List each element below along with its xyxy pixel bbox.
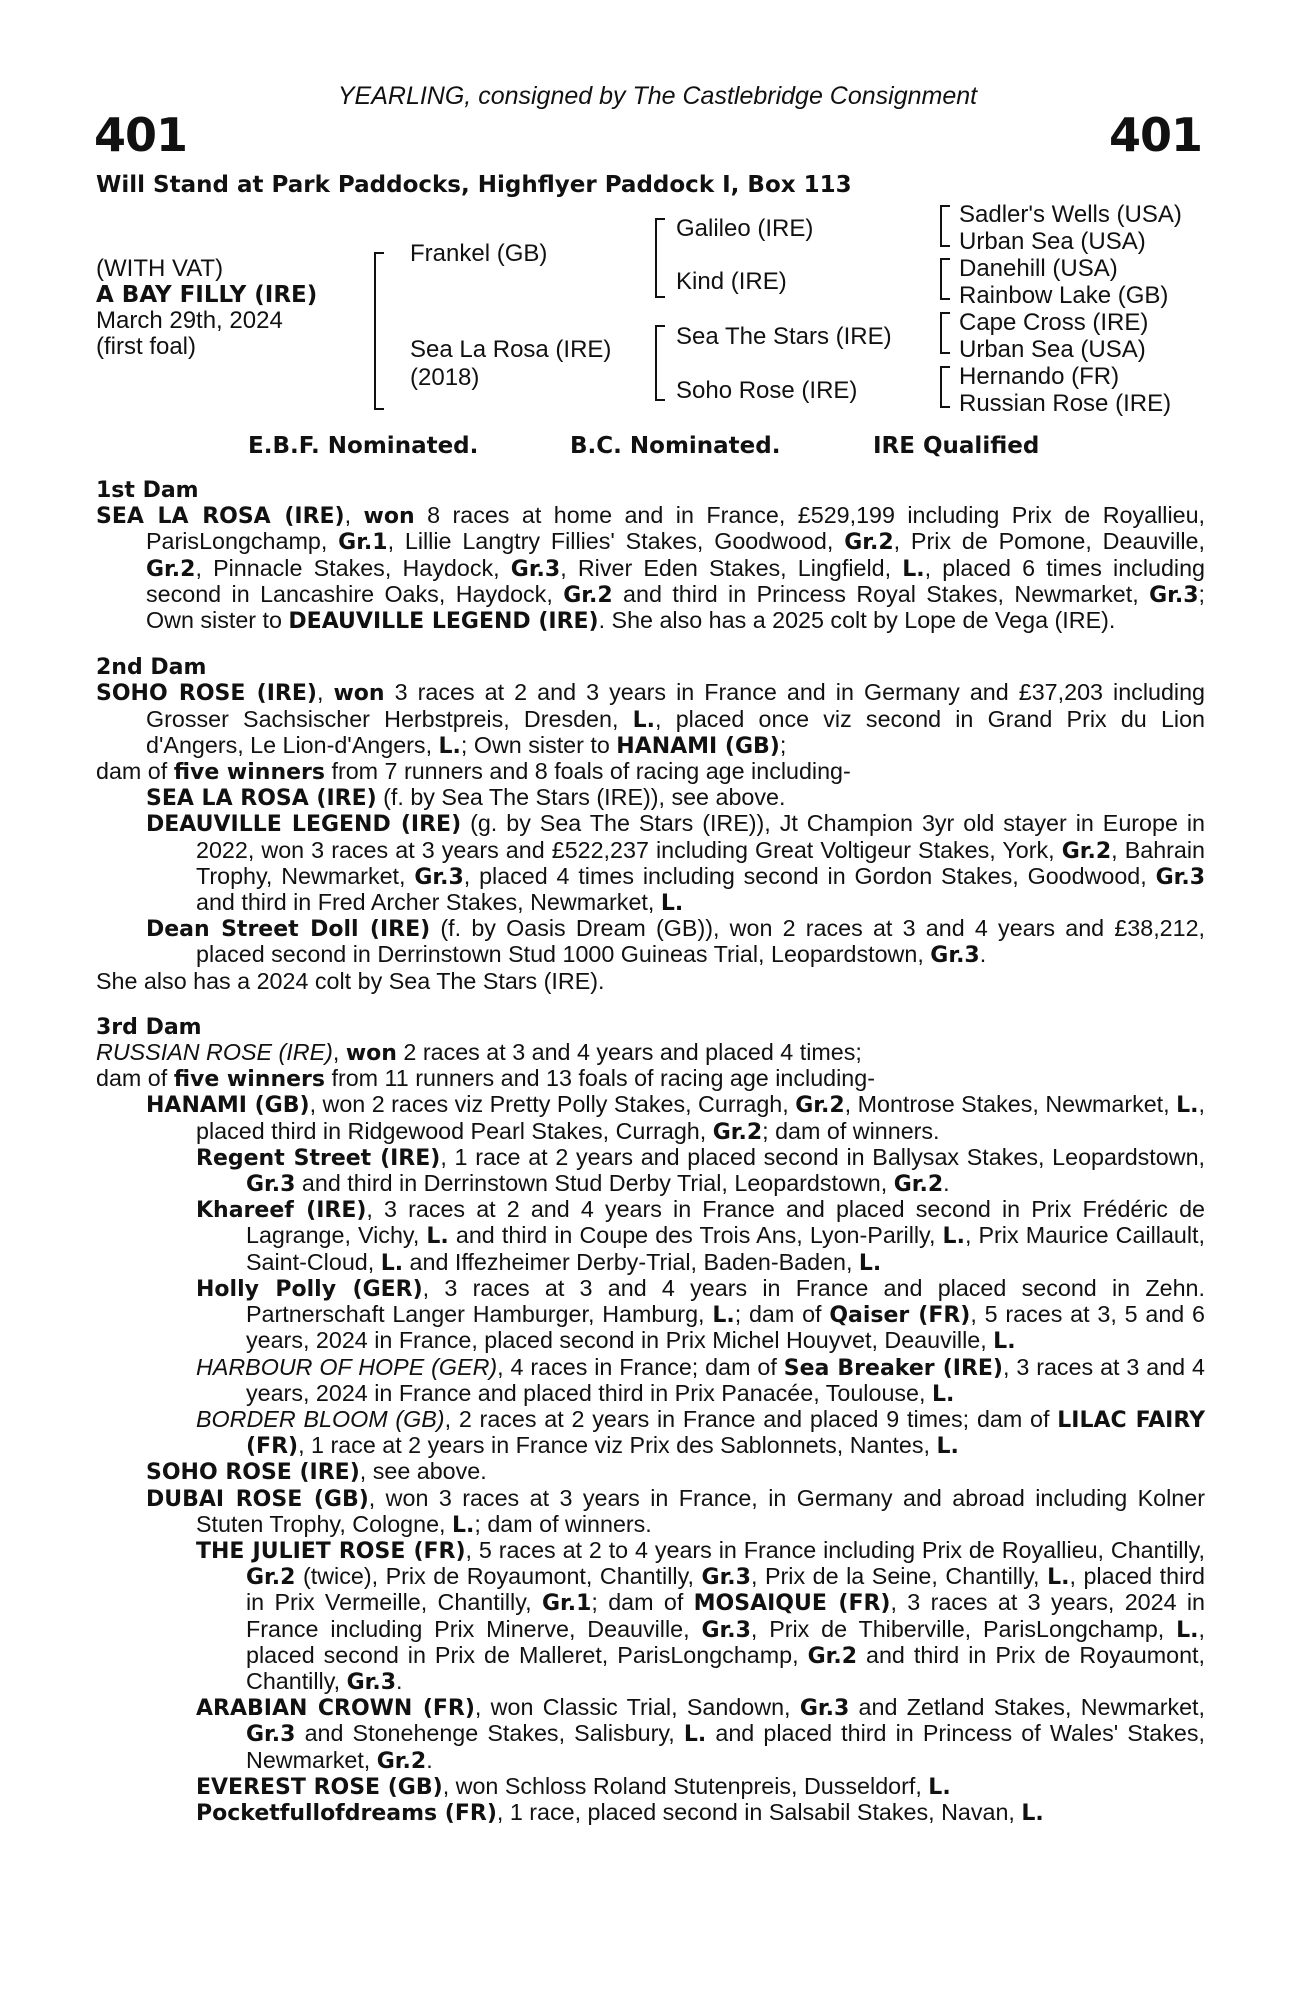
grandsire-entry: Russian Rose (IRE) — [959, 390, 1172, 417]
text-run: , Montrose Stakes, Newmarket, — [844, 1091, 1177, 1118]
dam-sire: Sea The Stars (IRE) — [676, 323, 892, 350]
pedigree-paragraph — [96, 1355, 1205, 1407]
bold-run: Pocketfullofdreams (FR) — [196, 1800, 497, 1826]
lot-number-left: 401 — [94, 108, 188, 162]
grandsire-entry: Urban Sea (USA) — [959, 336, 1146, 363]
horse-name: A BAY FILLY (IRE) — [96, 282, 318, 308]
text-run: , won 3 races at 3 years in France, in Germany and abroad including Kolner Stuten Trophy, Cologne, — [196, 1484, 1205, 1537]
bold-run: MOSAIQUE (FR) — [693, 1591, 891, 1617]
text-run: , 1 race at 2 years in France viz Prix des Sablonnets, Nantes, — [298, 1432, 937, 1459]
sire-dam: Kind (IRE) — [676, 268, 787, 295]
text-run: , 4 races in France; dam of — [497, 1353, 784, 1380]
grandsire-entry: Urban Sea (USA) — [959, 228, 1146, 255]
bold-run: SOHO ROSE (IRE) — [96, 681, 317, 707]
text-run: , placed once viz second in Grand Prix du Lion d'Angers, Le Lion-d'Angers, — [146, 705, 1205, 758]
bold-run: Gr.3 — [246, 1172, 296, 1198]
bold-run: DEAUVILLE LEGEND (IRE) — [288, 609, 599, 635]
text-run: , Lillie Langtry Fillies' Stakes, Goodwood, — [387, 528, 845, 555]
text-run: , — [344, 502, 364, 529]
bold-run: L. — [438, 733, 461, 759]
bold-run: L. — [1021, 1800, 1044, 1826]
bold-run: Gr.3 — [930, 943, 980, 969]
text-run: , Prix de la Seine, Chantilly, — [750, 1563, 1048, 1590]
text-run: and third in Coupe des Trois Ans, Lyon-Parilly, — [448, 1222, 943, 1249]
bold-run: L. — [632, 707, 656, 733]
bold-run: won — [363, 504, 415, 530]
text-run: ; dam of — [591, 1589, 694, 1616]
section-heading — [96, 655, 1205, 680]
text-run: , 5 races at 3, 5 and 6 years, 2024 in France, placed second in Prix Michel Houyvet, Deauville, — [246, 1301, 1205, 1354]
grandsire-entry: Cape Cross (IRE) — [959, 309, 1149, 336]
pedigree-paragraph — [96, 503, 1205, 634]
bold-run: Gr.2 — [146, 556, 196, 582]
text-run: from 11 runners and 13 foals of racing age including- — [325, 1065, 875, 1092]
text-run: ; Own sister to — [460, 731, 617, 758]
pedigree-brace — [655, 325, 665, 401]
bold-run: Gr.2 — [807, 1643, 858, 1669]
bold-run: Gr.2 — [563, 582, 613, 608]
italic-run: BORDER BLOOM (GB) — [196, 1405, 445, 1432]
bold-run: five winners — [173, 1067, 325, 1093]
dam-dam: Soho Rose (IRE) — [676, 377, 858, 404]
text-run: dam of — [96, 758, 174, 785]
catalogue-body — [96, 478, 1205, 1826]
text-run: , River Eden Stakes, Lingfield, — [560, 554, 903, 581]
text-run: and third in Fred Archer Stakes, Newmarket, — [196, 889, 661, 916]
bold-run: Gr.3 — [246, 1722, 296, 1748]
bold-run: L. — [380, 1250, 404, 1276]
bold-run: Gr.3 — [346, 1669, 396, 1695]
bold-run: Gr.2 — [795, 1093, 845, 1119]
bold-run: Gr.3 — [701, 1617, 751, 1643]
text-run: , 1 race, placed second in Salsabil Stakes, Navan, — [496, 1798, 1022, 1825]
bold-run: Gr.1 — [541, 1591, 592, 1617]
text-run: , 2 races at 2 years in France and placed 9 times; dam of — [444, 1405, 1058, 1432]
ire-qualification: IRE Qualified — [873, 433, 1040, 459]
text-run: , Prix de Pomone, Deauville, — [893, 528, 1205, 555]
text-run: and Iffezheimer Derby-Trial, Baden-Baden, — [403, 1248, 859, 1275]
text-run: dam of — [96, 1065, 174, 1092]
pedigree-brace — [940, 258, 950, 300]
text-run: . She also has a 2025 colt by Lope de Vega (IRE). — [598, 607, 1116, 634]
italic-run: HARBOUR OF HOPE (GER) — [196, 1353, 498, 1380]
text-run: and placed third in Princess of Wales' Stakes, Newmarket, — [246, 1720, 1205, 1773]
text-run: , 5 races at 2 to 4 years in France including Prix de Royallieu, Chantilly, — [465, 1536, 1205, 1563]
bold-run: Gr.2 — [844, 530, 894, 556]
text-run: (twice), Prix de Royaumont, Chantilly, — [295, 1563, 702, 1590]
text-run: , 3 races at 2 and 4 years in France and placed second in Prix Frédéric de Lagrange, Vichy, — [246, 1196, 1205, 1249]
grandsire-entry: Hernando (FR) — [959, 363, 1120, 390]
bold-run: Dean Street Doll (IRE) — [146, 917, 431, 943]
pedigree-paragraph — [96, 1486, 1205, 1538]
bold-run: L. — [931, 1381, 955, 1407]
text-run: , see above. — [359, 1458, 487, 1485]
bold-run: L. — [660, 891, 684, 917]
pedigree-brace — [940, 205, 950, 247]
pedigree-brace — [655, 218, 665, 298]
bold-run: Gr.1 — [338, 530, 388, 556]
text-run: , 1 race at 2 years and placed second in Ballysax Stakes, Leopardstown, — [440, 1143, 1205, 1170]
text-run: , Prix Maurice Caillault, Saint-Cloud, — [246, 1222, 1206, 1275]
section-heading — [96, 1015, 1205, 1040]
pedigree-paragraph — [96, 811, 1205, 916]
bold-run: L. — [1047, 1565, 1070, 1591]
text-run: (f. by Sea The Stars (IRE)), see above. — [376, 784, 786, 811]
bold-run: Gr.3 — [799, 1696, 850, 1722]
text-run: , Bahrain Trophy, Newmarket, — [196, 836, 1205, 889]
grandsire-entry: Sadler's Wells (USA) — [959, 201, 1182, 228]
subject-horse — [96, 256, 317, 360]
text-run: and third in Derrinstown Stud Derby Trial, Leopardstown, — [295, 1170, 894, 1197]
grandsire-entry: Danehill (USA) — [959, 255, 1118, 282]
dam-foaling-year: (2018) — [410, 364, 480, 391]
text-run: 3rd Dam — [96, 1014, 202, 1040]
pedigree-paragraph — [96, 759, 1205, 785]
pedigree-paragraph — [96, 916, 1205, 968]
vat-note: (WITH VAT) — [96, 255, 224, 282]
pedigree-paragraph — [96, 1092, 1205, 1144]
bold-run: Khareef (IRE) — [196, 1198, 367, 1224]
bold-run: LILAC FAIRY (FR) — [246, 1407, 1206, 1460]
bold-run: SOHO ROSE (IRE) — [146, 1460, 360, 1486]
text-run: , placed 4 times including second in Gordon Stakes, Goodwood, — [463, 862, 1156, 889]
bold-run: Qaiser (FR) — [829, 1303, 971, 1329]
bold-run: EVEREST ROSE (GB) — [196, 1774, 443, 1800]
bold-run: L. — [683, 1722, 707, 1748]
bold-run: L. — [426, 1224, 449, 1250]
pedigree-brace — [940, 366, 950, 408]
bold-run: HANAMI (GB) — [146, 1093, 310, 1119]
text-run: . — [979, 941, 987, 968]
text-run: , placed second in Prix de Malleret, ParisLongchamp, — [246, 1615, 1205, 1668]
text-run: and third in Prix de Royaumont, Chantilly, — [246, 1641, 1205, 1694]
foal-note: (first foal) — [96, 333, 197, 360]
bold-run: L. — [936, 1434, 959, 1460]
bold-run: DEAUVILLE LEGEND (IRE) — [146, 812, 462, 838]
pedigree-paragraph — [96, 969, 1205, 994]
sire-sire: Galileo (IRE) — [676, 215, 814, 242]
pedigree-brace — [374, 252, 384, 410]
bold-run: L. — [1176, 1093, 1199, 1119]
text-run: and Stonehenge Stakes, Salisbury, — [295, 1720, 684, 1747]
bold-run: DUBAI ROSE (GB) — [146, 1486, 369, 1512]
bold-run: won — [333, 681, 385, 707]
bold-run: L. — [858, 1250, 882, 1276]
text-run: , — [332, 1039, 346, 1066]
lot-number-right: 401 — [1108, 108, 1202, 162]
bold-run: L. — [452, 1512, 475, 1538]
bc-nomination: B.C. Nominated. — [570, 433, 781, 459]
bold-run: Gr.2 — [712, 1119, 763, 1145]
bold-run: Gr.2 — [893, 1172, 944, 1198]
text-run: , 3 races at 3 and 4 years in France and placed second in Zehn. Partnerschaft Langer Hamburger, Hamburg, — [246, 1274, 1205, 1328]
dam-name: Sea La Rosa (IRE) — [410, 336, 612, 363]
bold-run: Gr.3 — [414, 864, 464, 890]
text-run: . — [426, 1746, 433, 1773]
pedigree-paragraph — [96, 1197, 1205, 1276]
text-run: (g. by Sea The Stars (IRE)), Jt Champion 3yr old stayer in Europe in 2022, won 3 races at 3 years and £522,237 including Great Voltigeur Stakes, York, — [196, 810, 1206, 863]
bold-run: SEA LA ROSA (IRE) — [146, 786, 377, 812]
pedigree-brace — [940, 312, 950, 354]
pedigree-paragraph — [96, 1040, 1205, 1066]
bold-run: Gr.3 — [1149, 582, 1199, 608]
bold-run: Gr.3 — [1155, 864, 1205, 890]
bold-run: Gr.2 — [246, 1565, 296, 1591]
bold-run: L. — [902, 556, 925, 582]
pedigree-paragraph — [96, 1276, 1205, 1355]
text-run: , placed third in Ridgewood Pearl Stakes, Curragh, — [196, 1091, 1205, 1144]
text-run: 1st Dam — [96, 478, 199, 503]
foaling-date: March 29th, 2024 — [96, 307, 283, 334]
text-run: She also has a 2024 colt by Sea The Stars (IRE). — [96, 967, 605, 994]
bold-run: L. — [942, 1224, 965, 1250]
text-run: , placed third in Prix Vermeille, Chantilly, — [246, 1563, 1205, 1616]
text-run: (f. by Oasis Dream (GB)), won 2 races at 3 and 4 years and £38,212, placed second in Derrinstown Stud 1000 Guineas Trial, Leopardstown, — [196, 915, 1206, 968]
bold-run: Gr.2 — [1061, 838, 1112, 864]
text-run: , placed 6 times including second in Lancashire Oaks, Haydock, — [146, 554, 1205, 607]
bold-run: Sea Breaker (IRE) — [783, 1355, 1003, 1381]
stand-location: Will Stand at Park Paddocks, Highflyer Paddock I, Box 113 — [96, 172, 852, 198]
bold-run: Gr.3 — [510, 556, 561, 582]
italic-run: RUSSIAN ROSE (IRE) — [96, 1039, 333, 1066]
pedigree-paragraph — [96, 1538, 1205, 1695]
text-run: , Pinnacle Stakes, Haydock, — [195, 554, 511, 581]
pedigree-paragraph — [96, 1695, 1205, 1774]
text-run: 2 races at 3 and 4 years and placed 4 times; — [396, 1039, 862, 1066]
bold-run: SEA LA ROSA (IRE) — [96, 504, 345, 530]
text-run: from 7 runners and 8 foals of racing age including- — [325, 758, 851, 785]
bold-run: Gr.2 — [376, 1748, 427, 1774]
text-run: ; Own sister to — [146, 580, 1205, 634]
pedigree-paragraph — [96, 1145, 1205, 1197]
text-run: , won Classic Trial, Sandown, — [474, 1694, 800, 1721]
text-run: ; dam of winners. — [762, 1117, 940, 1144]
text-run: , 3 races at 3 years, 2024 in France including Prix Minerve, Deauville, — [246, 1589, 1206, 1642]
pedigree-paragraph — [96, 1800, 1205, 1826]
text-run: , won Schloss Roland Stutenpreis, Dusseldorf, — [442, 1772, 929, 1799]
text-run: , Prix de Thiberville, ParisLongchamp, — [750, 1615, 1177, 1642]
pedigree-paragraph — [96, 1407, 1205, 1459]
bold-run: five winners — [173, 760, 325, 786]
ebf-nomination: E.B.F. Nominated. — [248, 433, 479, 459]
bold-run: won — [345, 1041, 397, 1067]
text-run: , won 2 races viz Pretty Polly Stakes, Curragh, — [309, 1091, 796, 1118]
bold-run: THE JULIET ROSE (FR) — [196, 1538, 466, 1564]
sire-name: Frankel (GB) — [410, 240, 548, 267]
text-run: 3 races at 2 and 3 years in France and in Germany and £37,203 including Grosser Sachsischer Herbstpreis, Dresden, — [146, 679, 1205, 732]
text-run: , 3 races at 3 and 4 years, 2024 in France and placed third in Prix Panacée, Toulouse, — [246, 1353, 1205, 1406]
text-run: . — [396, 1667, 403, 1694]
pedigree-paragraph — [96, 785, 1205, 811]
bold-run: Gr.3 — [701, 1565, 751, 1591]
pedigree-paragraph — [96, 1774, 1205, 1800]
pedigree-paragraph — [96, 1459, 1205, 1485]
text-run: , — [316, 679, 334, 706]
grandsire-entry: Rainbow Lake (GB) — [959, 282, 1169, 309]
text-run: and Zetland Stakes, Newmarket, — [849, 1694, 1205, 1721]
text-run: 2nd Dam — [96, 655, 207, 681]
bold-run: Holly Polly (GER) — [196, 1276, 423, 1302]
bold-run: L. — [712, 1303, 735, 1329]
text-run: and third in Princess Royal Stakes, Newmarket, — [612, 580, 1150, 607]
section-heading — [96, 478, 1205, 503]
consignment-line: YEARLING, consigned by The Castlebridge Consignment — [337, 82, 978, 110]
text-run: 8 races at home and in France, £529,199 including Prix de Royallieu, ParisLongchamp, — [146, 502, 1205, 555]
text-run: ; — [779, 731, 787, 758]
bold-run: ARABIAN CROWN (FR) — [196, 1696, 475, 1722]
bold-run: L. — [928, 1774, 951, 1800]
text-run: ; dam of — [734, 1301, 830, 1328]
bold-run: L. — [1176, 1617, 1199, 1643]
bold-run: HANAMI (GB) — [616, 733, 780, 759]
bold-run: L. — [993, 1329, 1016, 1355]
pedigree-paragraph — [96, 1066, 1205, 1092]
bold-run: Regent Street (IRE) — [196, 1145, 441, 1171]
text-run: ; dam of winners. — [474, 1510, 652, 1537]
pedigree-paragraph — [96, 680, 1205, 759]
text-run: . — [943, 1170, 950, 1197]
